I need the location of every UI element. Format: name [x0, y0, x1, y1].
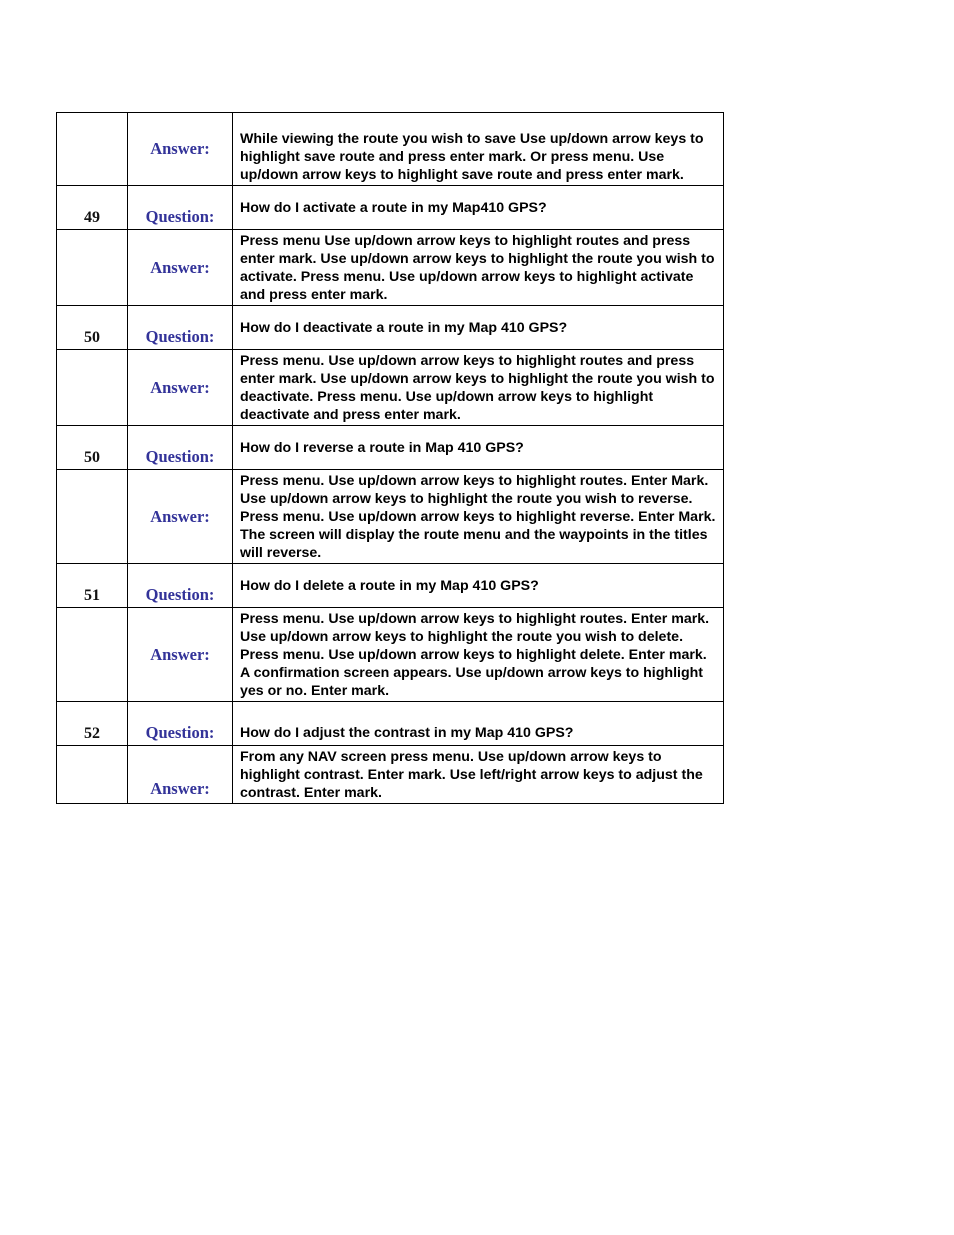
qa-table: [56, 112, 724, 804]
question-number: 50: [57, 306, 128, 350]
table-row: [57, 608, 724, 702]
question-number: 51: [57, 564, 128, 608]
answer-text: Press menu. Use up/down arrow keys to highlight routes. Enter Mark. Use up/down arrow keys to highlight the route you wish to reverse. Press menu. Use up/down arrow keys to highlight reverse. Enter Mark. The screen will display the route menu and the waypoints in the titles will reverse.: [233, 470, 724, 564]
question-number: [57, 113, 128, 186]
question-label: Question:: [128, 306, 233, 350]
question-number: [57, 470, 128, 564]
table-row: [57, 702, 724, 746]
answer-label: Answer:: [128, 746, 233, 804]
table-row: [57, 746, 724, 804]
question-label: Question:: [128, 564, 233, 608]
table-row: [57, 564, 724, 608]
answer-label: Answer:: [128, 230, 233, 306]
question-label: Question:: [128, 186, 233, 230]
question-text: How do I deactivate a route in my Map 410 GPS?: [233, 306, 724, 350]
answer-text: While viewing the route you wish to save Use up/down arrow keys to highlight save route and press enter mark. Or press menu. Use up/down arrow keys to highlight save route and press enter mark.: [233, 113, 724, 186]
table-row: [57, 306, 724, 350]
question-number: [57, 608, 128, 702]
question-number: [57, 746, 128, 804]
question-label: Question:: [128, 702, 233, 746]
table-row: [57, 426, 724, 470]
answer-label: Answer:: [128, 470, 233, 564]
question-number: [57, 350, 128, 426]
question-text: How do I adjust the contrast in my Map 410 GPS?: [233, 702, 724, 746]
question-number: [57, 230, 128, 306]
question-text: How do I reverse a route in Map 410 GPS?: [233, 426, 724, 470]
answer-text: Press menu. Use up/down arrow keys to highlight routes. Enter mark. Use up/down arrow keys to highlight the route you wish to delete. Press menu. Use up/down arrow keys to highlight delete. Enter mark. A confirmation screen appears. Use up/down arrow keys to highlight yes or no. Enter mark.: [233, 608, 724, 702]
question-number: 50: [57, 426, 128, 470]
table-row: [57, 230, 724, 306]
question-text: How do I delete a route in my Map 410 GPS?: [233, 564, 724, 608]
question-number: 49: [57, 186, 128, 230]
answer-label: Answer:: [128, 113, 233, 186]
answer-text: Press menu Use up/down arrow keys to highlight routes and press enter mark. Use up/down arrow keys to highlight the route you wish to activate. Press menu. Use up/down arrow keys to highlight activate and press enter mark.: [233, 230, 724, 306]
answer-text: Press menu. Use up/down arrow keys to highlight routes and press enter mark. Use up/down arrow keys to highlight the route you wish to deactivate. Press menu. Use up/down arrow keys to highlight deactivate and press enter mark.: [233, 350, 724, 426]
question-label: Question:: [128, 426, 233, 470]
table-row: [57, 470, 724, 564]
answer-label: Answer:: [128, 608, 233, 702]
table-row: [57, 186, 724, 230]
answer-label: Answer:: [128, 350, 233, 426]
table-row: [57, 113, 724, 186]
answer-text: From any NAV screen press menu. Use up/down arrow keys to highlight contrast. Enter mark. Use left/right arrow keys to adjust the contrast. Enter mark.: [233, 746, 724, 804]
question-number: 52: [57, 702, 128, 746]
table-row: [57, 350, 724, 426]
question-text: How do I activate a route in my Map410 GPS?: [233, 186, 724, 230]
